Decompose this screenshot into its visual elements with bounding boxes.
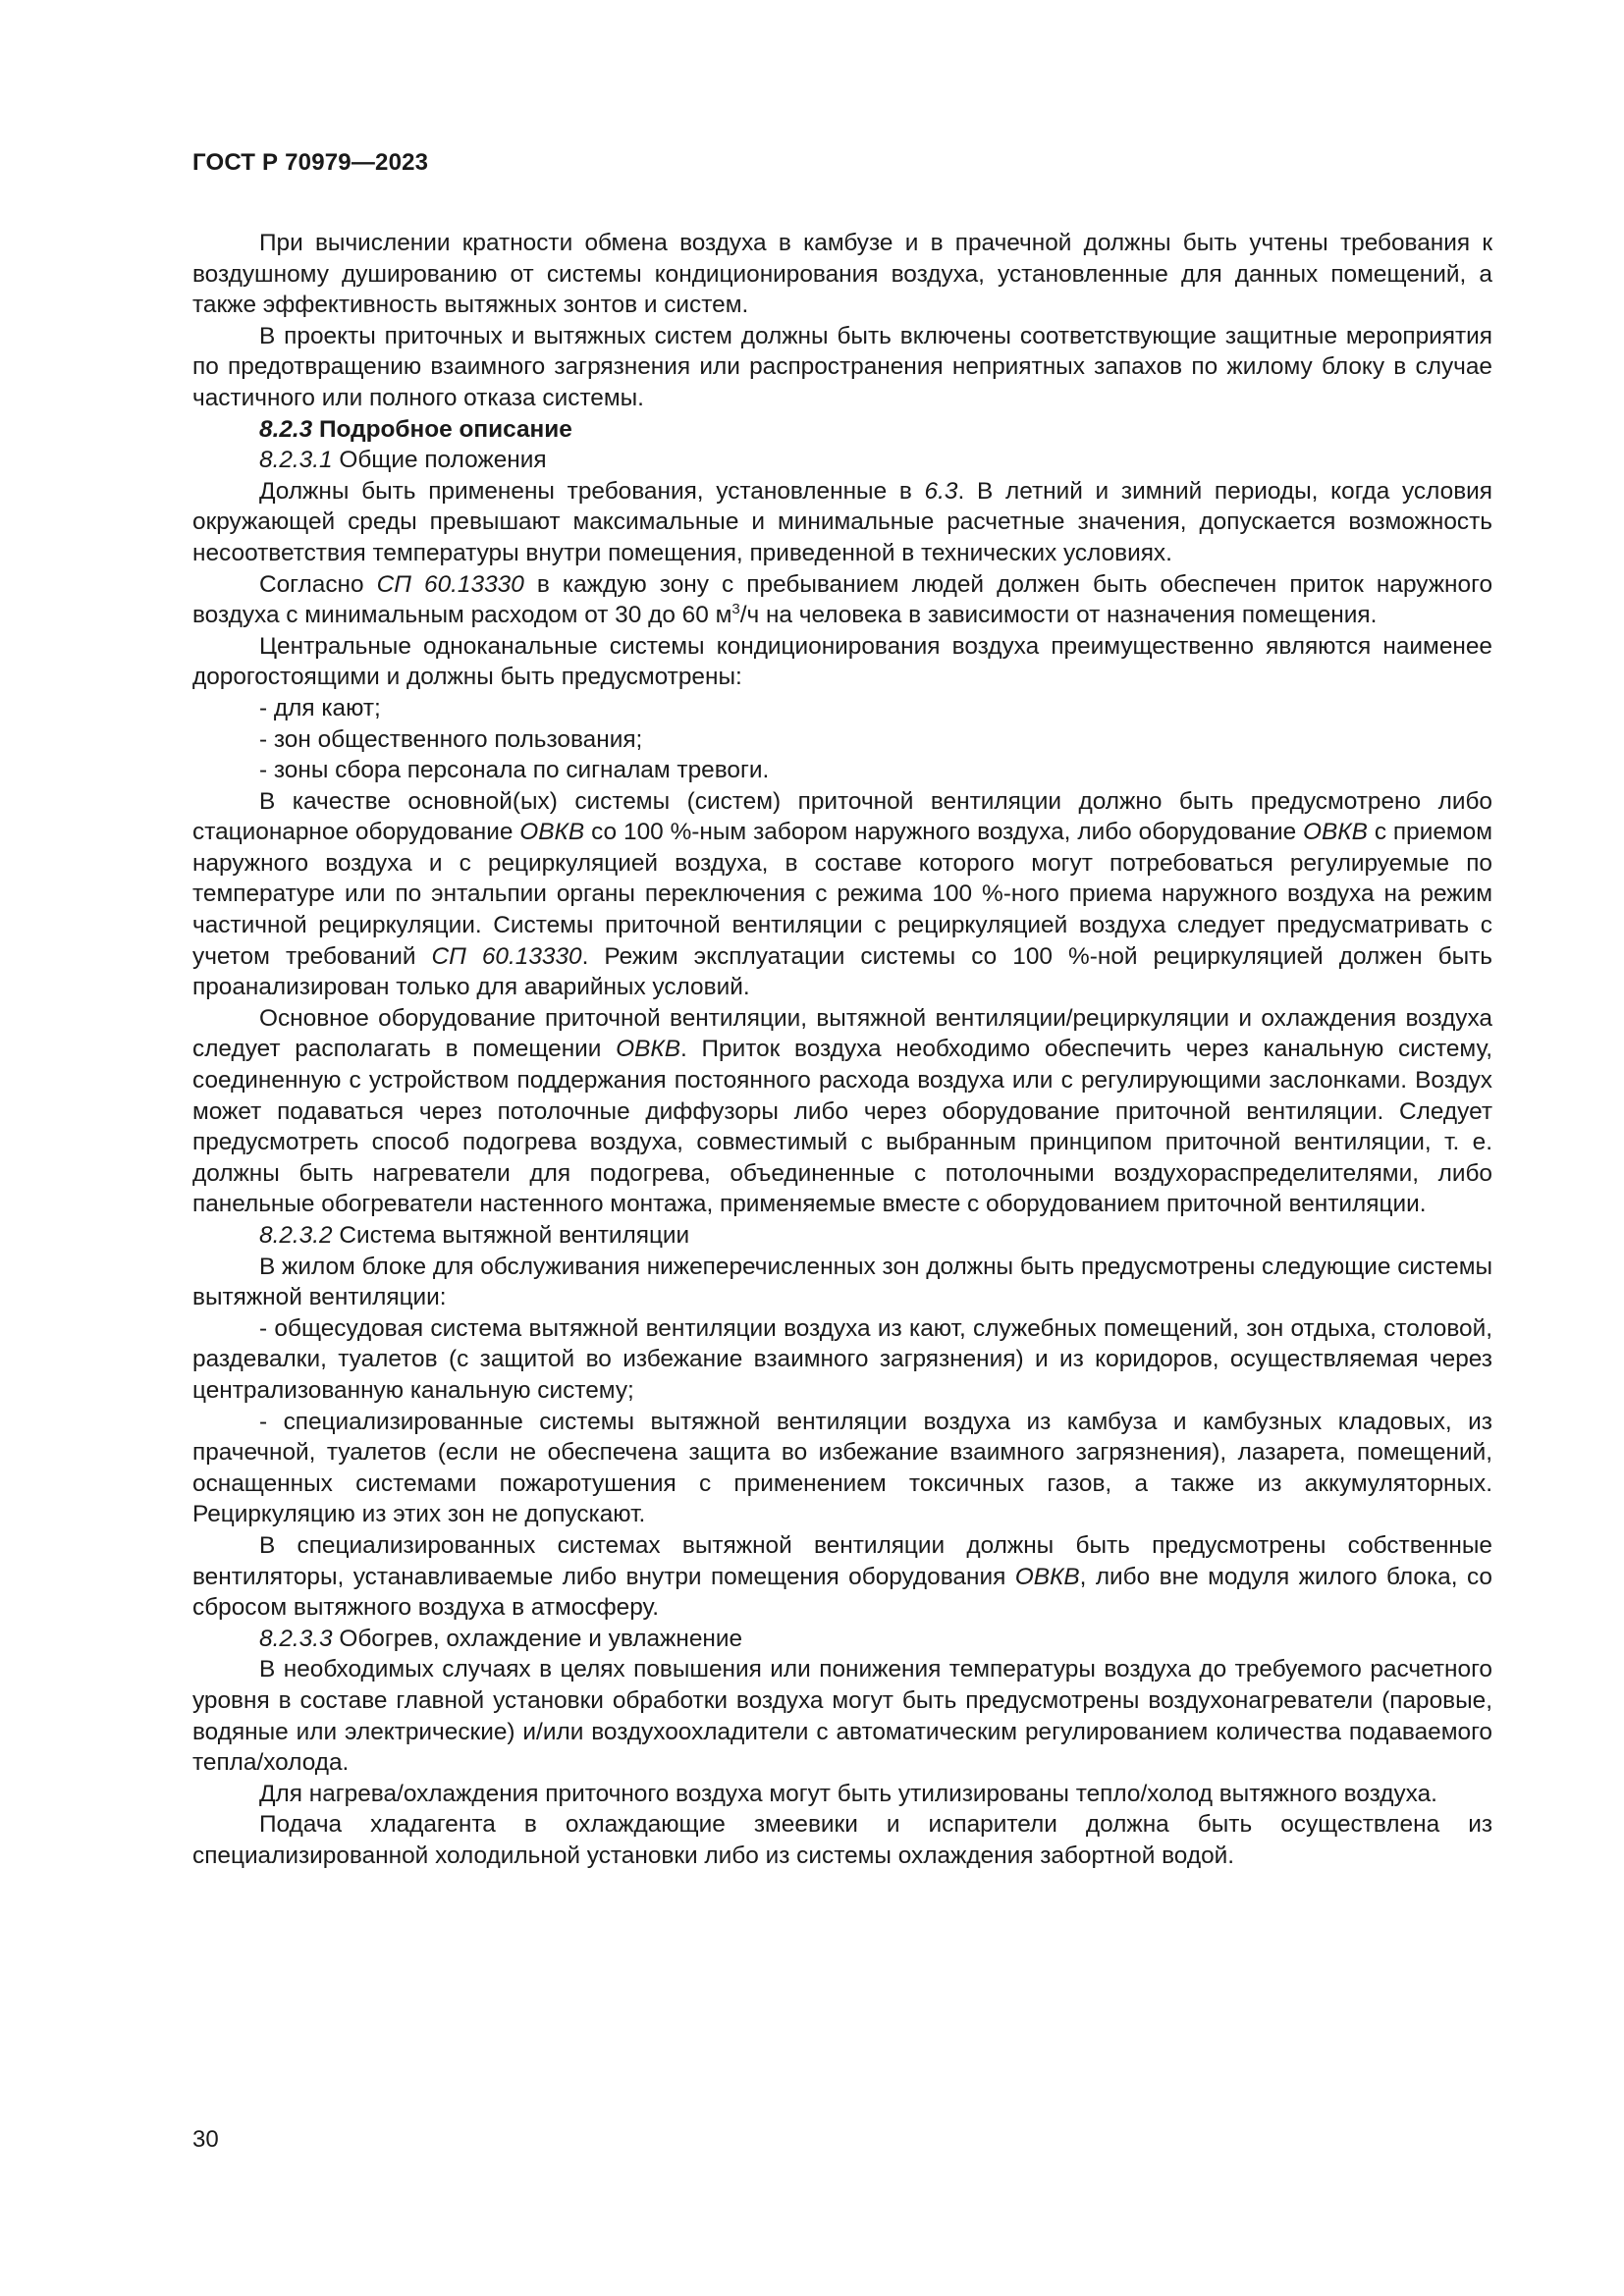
standard-reference: СП 60.13330 bbox=[431, 942, 582, 970]
paragraph bbox=[192, 476, 1492, 569]
section-heading-8-2-3 bbox=[192, 414, 1492, 446]
text-run: В качестве основной(ых) системы (систем) приточной вентиляции должно быть предусмотрено либо стационарное оборудование bbox=[192, 787, 1492, 846]
paragraph: В жилом блоке для обслуживания нижеперечисленных зон должны быть предусмотрены следующие системы вытяжной вентиляции: bbox=[192, 1253, 1493, 1311]
text-run: с приемом наружного воздуха и с рециркуляцией воздуха, в составе которого могут потребоваться регулируемые по температуре или по энтальпии органы переключения с режима 100 %-ного приема наружного воздуха на режим частичной рециркуляции. Системы приточной вентиляции с рециркуляцией воздуха следует предусматривать с учетом требований bbox=[192, 819, 1492, 970]
paragraph: Для нагрева/охлаждения приточного воздуха могут быть утилизированы тепло/холод вытяжного воздуха. bbox=[259, 1780, 1437, 1807]
section-title: Общие положения bbox=[332, 447, 547, 474]
list-item: - зон общественного пользования; bbox=[259, 725, 643, 753]
standard-reference: СП 60.13330 bbox=[376, 570, 524, 598]
text-run: в каждую зону с пребыванием людей должен быть обеспечен приток наружного воздуха с минимальным расходом от 30 до 60 м bbox=[192, 570, 1493, 629]
text-run: . Режим эксплуатации системы со 100 %-ной рециркуляцией должен быть проанализирован только для аварийных условий. bbox=[192, 942, 1492, 1001]
section-title: Система вытяжной вентиляции bbox=[332, 1222, 690, 1249]
list-item: - общесудовая система вытяжной вентиляции воздуха из кают, служебных помещений, зон отдыха, столовой, раздевалки, туалетов (с защитой во избежание взаимного загрязнения) и из коридоров, осуществляемая через централизованную канальную систему; bbox=[192, 1314, 1492, 1404]
list-item: - специализированные системы вытяжной вентиляции воздуха из камбуза и камбузных кладовых, из прачечной, туалетов (если не обеспечена защита во избежание взаимного загрязнения), лазарета, помещений, оснащенных системами пожаротушения с применением токсичных газов, а также из аккумуляторных. Рециркуляцию из этих зон не допускают. bbox=[192, 1408, 1492, 1528]
cross-reference: 6.3 bbox=[924, 477, 958, 505]
section-number: 8.2.3 bbox=[259, 415, 313, 443]
paragraph bbox=[192, 569, 1492, 631]
text-run: Согласно bbox=[259, 570, 377, 598]
paragraph bbox=[192, 1003, 1492, 1220]
text-run: . Приток воздуха необходимо обеспечить через канальную систему, соединенную с устройством поддержания постоянного расхода воздуха или с регулирующими заслонками. Воздух может подаваться через потолочные диффузоры либо через оборудование приточной вентиляции. Следует предусмотреть способ подогрева воздуха, совместимый с выбранным принципом приточной вентиляции, т. е. должны быть нагреватели для подогрева, объединенные с потолочными воздухораспределителями, либо панельные обогреватели настенного монтажа, применяемые вместе с оборудованием приточной вентиляции. bbox=[192, 1036, 1492, 1218]
list-item: - зоны сбора персонала по сигналам тревоги. bbox=[259, 757, 770, 784]
paragraph: В необходимых случаях в целях повышения или понижения температуры воздуха до требуемого расчетного уровня в составе главной установки обработки воздуха могут быть предусмотрены воздухонагреватели (паровые, водяные или электрические) и/или воздухоохладители с автоматическим регулированием количества подаваемого тепла/холода. bbox=[192, 1656, 1492, 1777]
abbreviation: ОВКВ bbox=[519, 819, 585, 846]
document-id: ГОСТ Р 70979—2023 bbox=[192, 149, 429, 176]
text-run: Основное оборудование приточной вентиляции, вытяжной вентиляции/рециркуляции и охлаждения воздуха следует располагать в помещении bbox=[192, 1004, 1492, 1063]
page-number: 30 bbox=[192, 2126, 219, 2153]
paragraph: В проекты приточных и вытяжных систем должны быть включены соответствующие защитные мероприятия по предотвращению взаимного загрязнения или распространения неприятных запахов по жилому блоку в случае частичного или полного отказа системы. bbox=[192, 322, 1492, 411]
abbreviation: ОВКВ bbox=[1014, 1563, 1080, 1590]
text-run: Должны быть применены требования, установленные в bbox=[259, 477, 925, 505]
paragraph: При вычислении кратности обмена воздуха в камбузе и в прачечной должны быть учтены требования к воздушному душированию от системы кондиционирования воздуха, установленные для данных помещений, а также эффективность вытяжных зонтов и систем. bbox=[192, 230, 1492, 319]
text-run: /ч на человека в зависимости от назначения помещения. bbox=[739, 602, 1378, 629]
section-title: Обогрев, охлаждение и увлажнение bbox=[332, 1625, 743, 1652]
abbreviation: ОВКВ bbox=[1303, 819, 1368, 846]
section-heading-8-2-3-1 bbox=[192, 445, 1492, 476]
abbreviation: ОВКВ bbox=[616, 1036, 681, 1063]
section-title: Подробное описание bbox=[312, 415, 572, 443]
section-number: 8.2.3.2 bbox=[259, 1222, 333, 1249]
text-run: В специализированных системах вытяжной вентиляции должны быть предусмотрены собственные вентиляторы, устанавливаемые либо внутри помещения оборудования bbox=[192, 1531, 1492, 1590]
section-number: 8.2.3.3 bbox=[259, 1625, 333, 1652]
section-heading-8-2-3-2 bbox=[192, 1220, 1492, 1252]
paragraph: Центральные одноканальные системы кондиционирования воздуха преимущественно являются наименее дорогостоящими и должны быть предусмотрены: bbox=[192, 632, 1492, 691]
paragraph bbox=[192, 786, 1492, 1003]
paragraph: Подача хладагента в охлаждающие змеевики и испарители должна быть осуществлена из специализированной холодильной установки либо из системы охлаждения забортной водой. bbox=[192, 1811, 1492, 1869]
superscript: 3 bbox=[731, 601, 740, 617]
list-item: - для кают; bbox=[259, 694, 381, 721]
document-body bbox=[192, 228, 1492, 1871]
text-run: со 100 %-ным забором наружного воздуха, либо оборудование bbox=[584, 819, 1304, 846]
text-run: , либо вне модуля жилого блока, со сбросом вытяжного воздуха в атмосферу. bbox=[192, 1563, 1492, 1622]
paragraph bbox=[192, 1530, 1492, 1624]
text-run: . В летний и зимний периоды, когда условия окружающей среды превышают максимальные и минимальные расчетные значения, допускается возможность несоответствия температуры внутри помещения, приведенной в технических условиях. bbox=[192, 477, 1492, 566]
section-number: 8.2.3.1 bbox=[259, 447, 333, 474]
section-heading-8-2-3-3 bbox=[192, 1624, 1492, 1655]
